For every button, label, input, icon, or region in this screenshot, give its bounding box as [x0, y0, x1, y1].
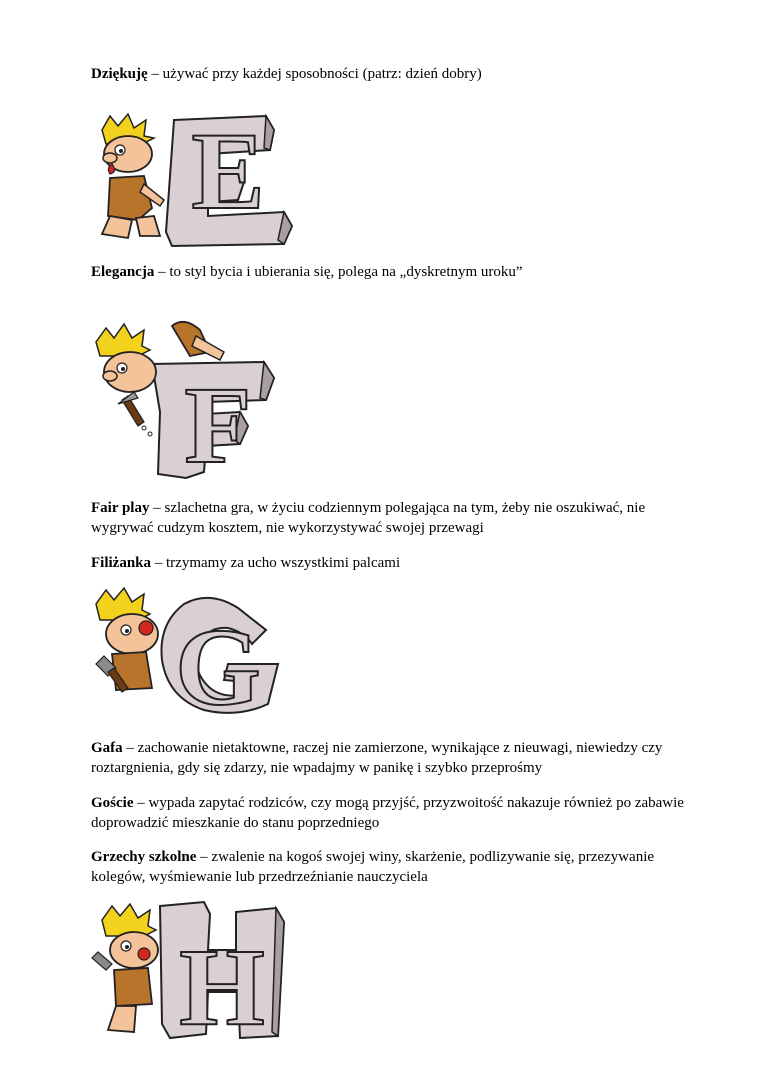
entry-term: Grzechy szkolne: [91, 849, 197, 865]
entry-definition: – używać przy każdej sposobności (patrz: dzień dobry): [147, 66, 482, 82]
stone-letter: E: [191, 110, 265, 232]
stone-letter: F: [184, 364, 252, 482]
entry-term: Dziękuję: [91, 66, 148, 82]
entry-term: Fair play: [91, 500, 150, 516]
entry-grzechy-szkolne: [91, 847, 691, 887]
stone-letter: G: [175, 606, 261, 724]
entry-definition: – trzymamy za ucho wszystkimi palcami: [151, 555, 401, 571]
stone-letter: H: [179, 926, 265, 1044]
entry-fair-play: [91, 498, 691, 538]
entry-filizanka: [91, 553, 691, 573]
entry-goscie: [91, 793, 691, 833]
entry-elegancja: [91, 262, 691, 282]
entry-definition: – to styl bycia i ubierania się, polega na „dyskretnym uroku”: [154, 264, 523, 280]
caveman-with-stone-letter-e-icon: [88, 108, 300, 248]
entry-term: Goście: [91, 795, 134, 811]
entry-term: Filiżanka: [91, 555, 152, 571]
entry-term: Elegancja: [91, 264, 155, 280]
entry-definition: – wypada zapytać rodziców, czy mogą przyjść, przyzwoitość nakazuje również po zabawie doprowadzić mieszkanie do stanu poprzedniego: [91, 795, 684, 831]
caveman-with-stone-letter-f-icon: [88, 312, 300, 482]
entry-definition: – zachowanie nietaktowne, raczej nie zamierzone, wynikające z nieuwagi, niewiedzy czy roztargnienia, gdy się zdarzy, nie wpadajmy w panikę i szybko przeprośmy: [91, 740, 663, 776]
entry-definition: – zwalenie na kogoś swojej winy, skarżenie, podlizywanie się, przezywanie kolegów, wyśmiewanie lub przedrzeźnianie nauczyciela: [91, 849, 655, 885]
entry-definition: – szlachetna gra, w życiu codziennym polegająca na tym, żeby nie oszukiwać, nie wygrywać cudzym kosztem, nie wykorzystywać swojej przewagi: [91, 500, 646, 536]
entry-dziekuje: [91, 64, 691, 84]
caveman-with-stone-letter-h-icon: [88, 894, 300, 1044]
entry-term: Gafa: [91, 740, 123, 756]
entry-gafa: [91, 738, 691, 778]
caveman-with-stone-letter-g-icon: [88, 584, 300, 724]
